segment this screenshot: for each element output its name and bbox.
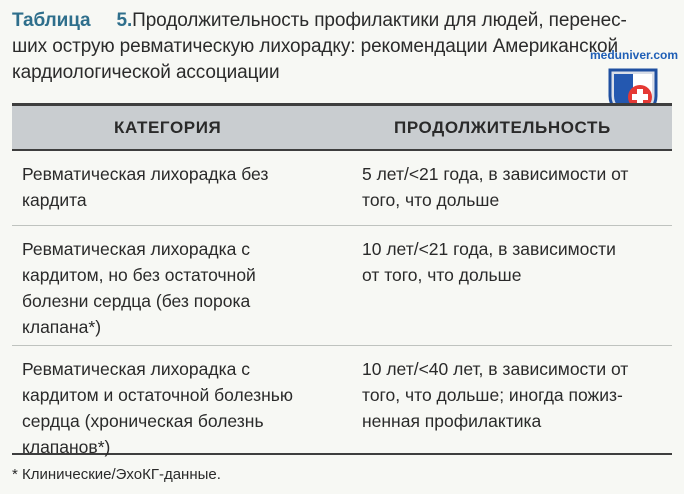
table-footnote: * Клинические/ЭхоКГ-данные. — [12, 466, 221, 483]
cell-line: Ревматическая лихорадка с — [22, 359, 250, 379]
cell-line: того, что дольше; иногда пожиз- — [362, 385, 623, 405]
caption-number: 5. — [116, 10, 133, 31]
duration-cell — [362, 161, 667, 213]
table-caption — [12, 8, 679, 86]
table-row — [12, 345, 672, 457]
cell-line: клапана*) — [22, 317, 102, 337]
caption-line-2: ших острую ревматическую лихорадку: рекомендации Американской — [12, 36, 618, 57]
duration-cell — [362, 356, 667, 434]
cell-line: кардитом, но без остаточной — [22, 265, 256, 285]
cell-line: 10 лет/<21 года, в зависимости — [362, 239, 616, 259]
table-row — [12, 225, 672, 345]
caption-text-1: Продолжительность профилактики для людей, перенес- — [132, 10, 627, 31]
cell-line: кардита — [22, 190, 87, 210]
header-category: КАТЕГОРИЯ — [114, 118, 222, 137]
cell-line: клапанов*) — [22, 437, 111, 457]
site-name: meduniver.com — [590, 48, 679, 62]
cell-line: от того, что дольше — [362, 265, 522, 285]
duration-cell — [362, 236, 667, 288]
cell-line: сердца (хроническая болезнь — [22, 411, 264, 431]
caption-line-3: кардиологической ассоциации — [12, 62, 280, 83]
cell-line: Ревматическая лихорадка с — [22, 239, 250, 259]
cell-line: того, что дольше — [362, 190, 500, 210]
category-cell — [22, 161, 342, 213]
caption-label: Таблица — [12, 10, 91, 31]
cell-line: 5 лет/<21 года, в зависимости от — [362, 164, 629, 184]
prophylaxis-table — [12, 103, 672, 455]
table-row — [12, 151, 672, 225]
cell-line: ненная профилактика — [362, 411, 542, 431]
header-duration: ПРОДОЛЖИТЕЛЬНОСТЬ — [394, 118, 611, 137]
cell-line: Ревматическая лихорадка без — [22, 164, 269, 184]
table-header — [12, 103, 672, 151]
cell-line: кардитом и остаточной болезнью — [22, 385, 294, 405]
category-cell — [22, 356, 342, 460]
category-cell — [22, 236, 342, 340]
caption-line-1 — [12, 8, 674, 34]
cell-line: 10 лет/<40 лет, в зависимости от — [362, 359, 629, 379]
cell-line: болезни сердца (без порока — [22, 291, 251, 311]
